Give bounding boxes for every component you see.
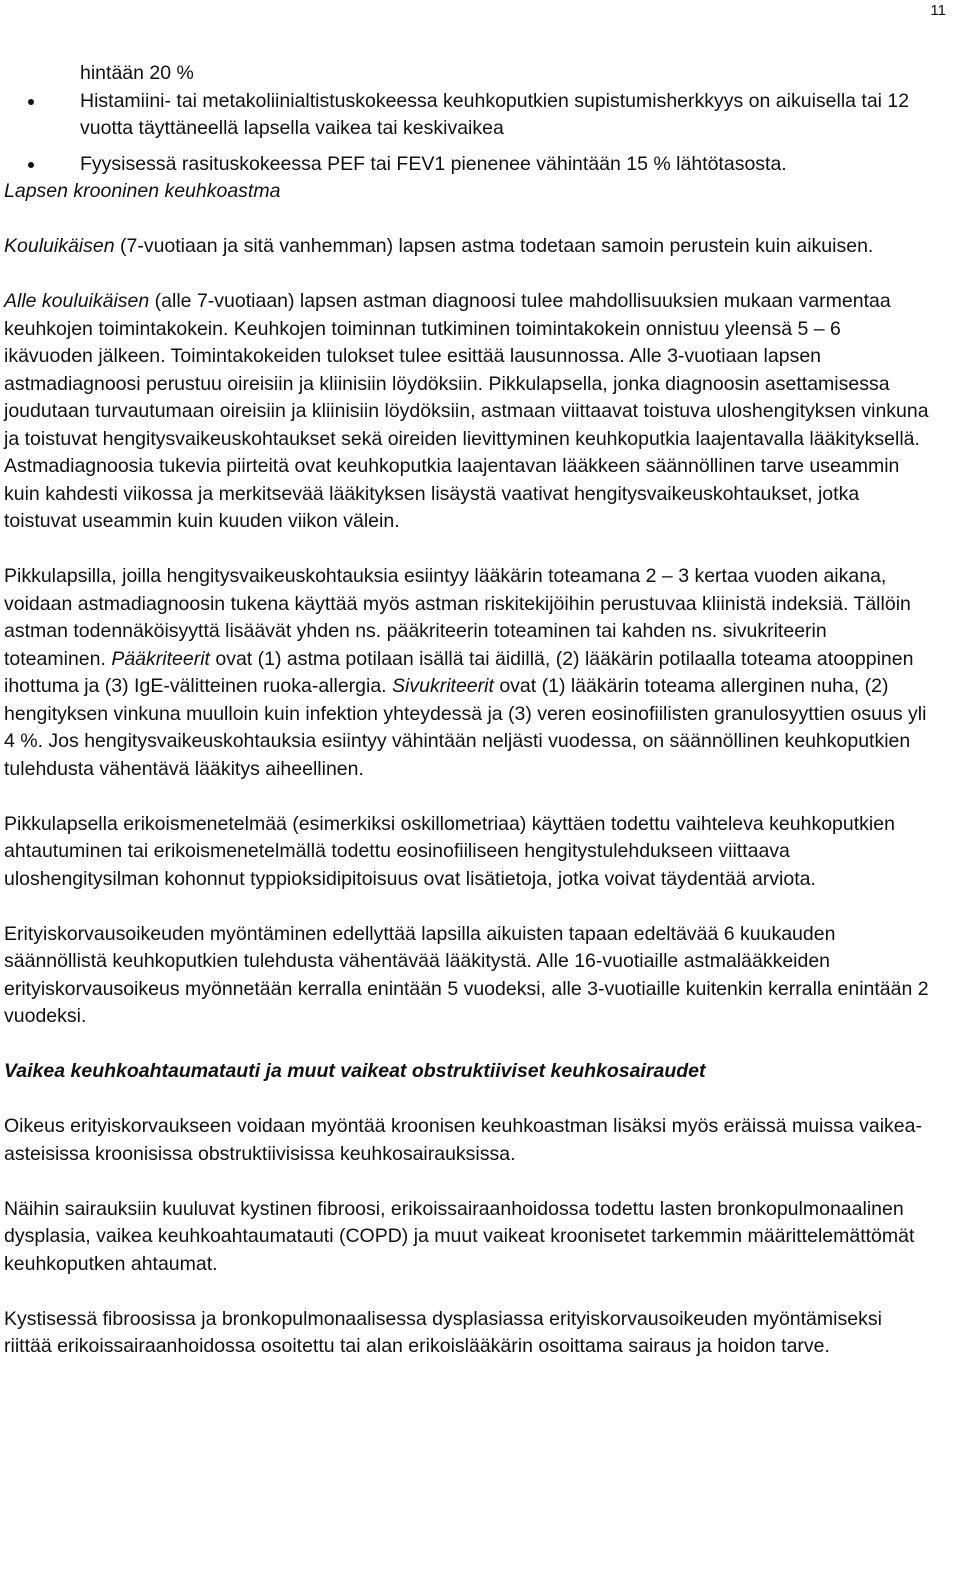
page-number: 11 [930,2,946,19]
paragraph: Erityiskorvausoikeuden myöntäminen edellyttää lapsilla aikuisten tapaan edeltävää 6 kuukauden säännöllistä keuhkoputkien tulehdusta vähentävää lääkitystä. Alle 16-vuotiaille astmalääkkeiden erityiskorvausoikeus myönnetään kerralla enintään 5 vuodeksi, alle 3-vuotiaille kuitenkin kerralla enintään 2 vuodeksi. [4,922,929,1027]
section-title-children: Lapsen krooninen keuhkoastma [4,180,281,202]
document-body [4,60,932,1361]
paragraph: Oikeus erityiskorvaukseen voidaan myöntää kroonisen keuhkoastman lisäksi myös eräissä muissa vaikea-asteisissa kroonisissa obstruktiivisissa keuhkosairauksissa. [4,1115,922,1165]
list-item: Histamiini- tai metakoliinialtistuskokeessa keuhkoputkien supistumisherkkyys on aikuisella tai 12 vuotta täyttäneellä lapsella vaikea tai keskivaikea [4,88,932,143]
list-item: Fyysisessä rasituskokeessa PEF tai FEV1 pienenee vähintään 15 % lähtötasosta. [4,151,932,179]
section-title-copd: Vaikea keuhkoahtaumatauti ja muut vaikeat obstruktiiviset keuhkosairaudet [4,1060,706,1082]
paragraph: Alle kouluikäisen (alle 7-vuotiaan) lapsen astman diagnoosi tulee mahdollisuuksien mukaan varmentaa keuhkojen toimintakokein. Keuhkojen toiminnan tutkiminen toimintakokein onnistuu yleensä 5 – 6 ikävuoden jälkeen. Toimintakokeiden tulokset tulee esittää lausunnossa. Alle 3-vuotiaan lapsen astmadiagnoosi perustuu oireisiin ja kliinisiin löydöksiin. Pikkulapsella, jonka diagnoosin asettamisessa joudutaan turvautumaan oireisiin ja kliinisiin löydöksiin, astmaan viittaavat toistuva uloshengityksen vinkuna ja toistuvat hengitysvaikeuskohtaukset sekä oireiden lievittyminen keuhkoputkia laajentavalla lääkityksellä. Astmadiagnoosia tukevia piirteitä ovat keuhkoputkia laajentavan lääkkeen säännöllinen tarve useammin kuin kahdesti viikossa ja merkitsevää lääkityksen lisäystä vaativat hengitysvaikeuskohtaukset, jotka toistuvat useammin kuin kuuden viikon välein. [4,290,929,532]
paragraph: Kouluikäisen (7-vuotiaan ja sitä vanhemman) lapsen astma todetaan samoin perustein kuin aikuisen. [4,235,874,257]
paragraph: Pikkulapsella erikoismenetelmää (esimerkiksi oskillometriaa) käyttäen todettu vaihteleva keuhkoputkien ahtautuminen tai erikoismenetelmällä todettu eosinofiiliseen hengitystulehdukseen viittaava uloshengitysilman kohonnut typpioksidipitoisuus ovat lisätietoja, jotka voivat täydentää arviota. [4,812,895,890]
bullet-icon [28,162,34,168]
intro-continuation: hintään 20 % [80,62,194,84]
criteria-list [4,88,932,179]
bullet-icon [28,99,34,105]
paragraph: Kystisessä fibroosissa ja bronkopulmonaalisessa dysplasiassa erityiskorvausoikeuden myöntämiseksi riittää erikoissairaanhoidossa osoitettu tai alan erikoislääkärin osoittama sairaus ja hoidon tarve. [4,1307,882,1357]
paragraph: Näihin sairauksiin kuuluvat kystinen fibroosi, erikoissairaanhoidossa todettu lasten bronkopulmonaalinen dysplasia, vaikea keuhkoahtaumatauti (COPD) ja muut vaikeat kroonisetet tarkemmin määrittelemättömät keuhkoputken ahtaumat. [4,1197,915,1275]
paragraph: Pikkulapsilla, joilla hengitysvaikeuskohtauksia esiintyy lääkärin toteamana 2 – 3 kertaa vuoden aikana, voidaan astmadiagnoosin tukena käyttää myös astman riskitekijöihin perustuvaa kliinistä indeksiä. Tällöin astman todennäköisyyttä lisäävät yhden ns. pääkriteerin toteaminen tai kahden ns. sivukriteerin toteaminen. Pääkriteerit ovat (1) astma potilaan isällä tai äidillä, (2) lääkärin potilaalla toteama atooppinen ihottuma ja (3) IgE-välitteinen ruoka-allergia. Sivukriteerit ovat (1) lääkärin toteama allerginen nuha, (2) hengityksen vinkuna muulloin kuin infektion yhteydessä ja (3) veren eosinofiilisten granulosyyttien osuus yli 4 %. Jos hengitysvaikeuskohtauksia esiintyy vähintään neljästi vuodessa, on säännöllinen keuhkoputkien tulehdusta vähentävä lääkitys aiheellinen. [4,565,927,780]
